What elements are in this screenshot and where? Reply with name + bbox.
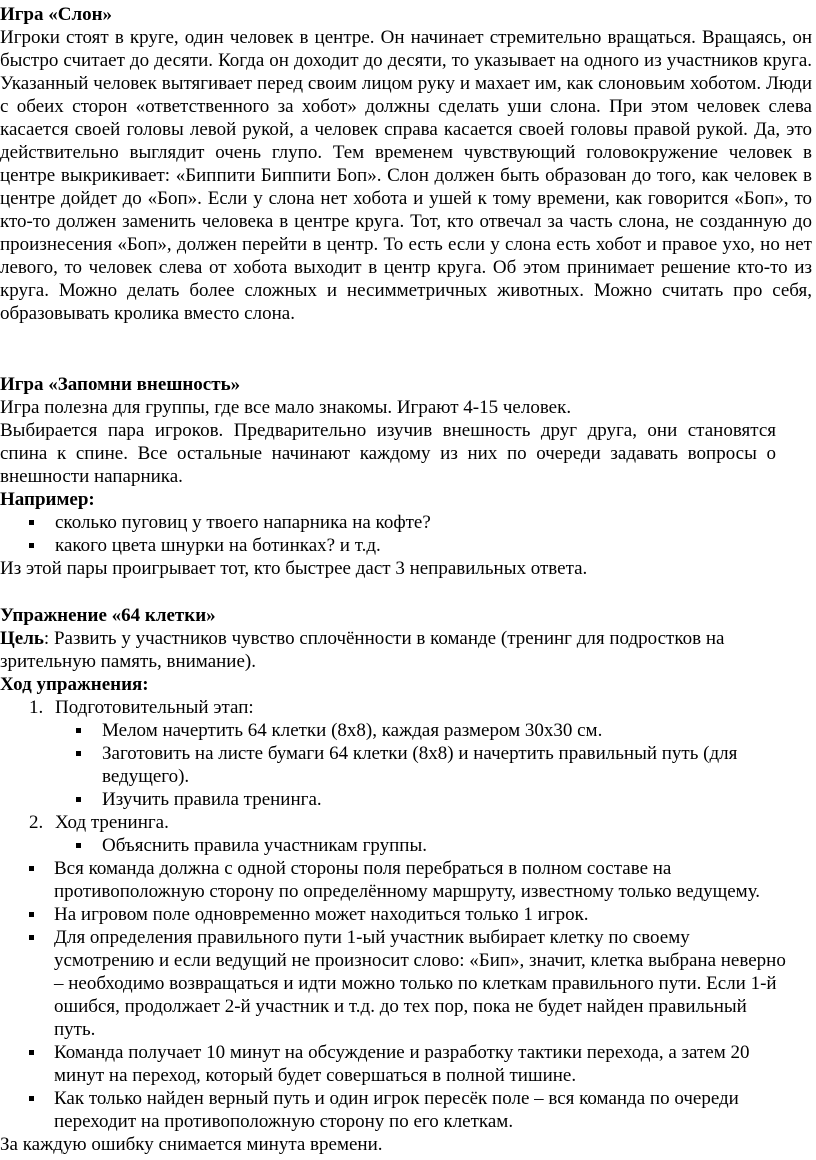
game-appearance-section (0, 373, 816, 580)
exercise-goal (0, 627, 816, 673)
exercise-section (0, 604, 816, 1156)
game-appearance-conclusion: Из этой пары проигрывает тот, кто быстрее даст 3 неправильных ответа. (0, 558, 588, 579)
step-number: 1. (29, 697, 44, 718)
goal-text: : Развить у участников чувство сплочённости в команде (тренинг для подростков на зрительную память, внимание). (0, 628, 725, 672)
rules-list (0, 857, 816, 1133)
list-item: Мелом начертить 64 клетки (8х8), каждая размером 30х30 см. (47, 719, 816, 742)
game-elephant-title: Игра «Слон» (0, 4, 113, 25)
step-label: Подготовительный этап: (55, 697, 254, 718)
game-appearance-title: Игра «Запомни внешность» (0, 374, 241, 395)
step-item (0, 696, 816, 811)
list-item: Для определения правильного пути 1-ый участник выбирает клетку по своему усмотрению и если ведущий не произносит слово: «Бип», значит, клетка выбрана неверно – необходимо возвращаться и идти можно только по клеткам правильного пути. Если 1-й ошибся, продолжает 2-й участник и т.д. до тех пор, пока не будет найден правильный путь. (0, 926, 816, 1041)
example-label: Например: (0, 489, 95, 510)
exercise-title: Упражнение «64 клетки» (0, 605, 216, 626)
course-label: Ход упражнения: (0, 674, 149, 695)
list-item: какого цвета шнурки на ботинках? и т.д. (0, 534, 816, 557)
game-appearance-line1: Игра полезна для группы, где все мало знакомы. Играют 4-15 человек. (0, 397, 572, 418)
goal-label: Цель (0, 628, 44, 649)
list-item: Объяснить правила участникам группы. (47, 834, 816, 857)
game-appearance-line2: Выбирается пара игроков. Предварительно изучив внешность друг друга, они становятся спина к спине. Все остальные начинают каждому из них по очереди задавать вопросы о внешности напарника. (0, 420, 776, 487)
list-item: На игровом поле одновременно может находиться только 1 игрок. (0, 903, 816, 926)
list-item: сколько пуговиц у твоего напарника на кофте? (0, 511, 816, 534)
list-item: Команда получает 10 минут на обсуждение и разработку тактики перехода, а затем 20 минут на переход, который будет совершаться в полной тишине. (0, 1041, 816, 1087)
step-subitems (0, 834, 816, 857)
game-elephant-section (0, 3, 816, 325)
step-number: 2. (29, 812, 44, 833)
steps-list (0, 696, 816, 857)
list-item: Вся команда должна с одной стороны поля перебраться в полном составе на противоположную сторону по определённому маршруту, известному только ведущему. (0, 857, 816, 903)
list-item: Как только найден верный путь и один игрок пересёк поле – вся команда по очереди переходит на противоположную сторону по его клеткам. (0, 1087, 816, 1133)
example-list (0, 511, 816, 557)
step-label: Ход тренинга. (55, 812, 169, 833)
list-item: Заготовить на листе бумаги 64 клетки (8х8) и начертить правильный путь (для ведущего). (47, 742, 816, 788)
game-elephant-text: Игроки стоят в круге, один человек в центре. Он начинает стремительно вращаться. Вращаясь, он быстро считает до десяти. Когда он доходит до десяти, то указывает на одного из участников круга. Указанный человек вытягивает перед своим лицом руку и махает им, как слоновьим хоботом. Люди с обеих сторон «ответственного за хобот» должны сделать уши слона. При этом человек слева касается своей головы левой рукой, а человек справа касается своей головы правой рукой. Да, это действительно выглядит очень глупо. Тем временем чувствующий головокружение человек в центре выкрикивает: «Биппити Биппити Боп». Слон должен быть образован до того, как человек в центре дойдет до «Боп». Если у слона нет хобота и ушей к тому времени, как говорится «Боп», то кто-то должен заменить человека в центре круга. Тот, кто отвечал за часть слона, не созданную до произнесения «Боп», должен перейти в центр. То есть если у слона есть хобот и правое ухо, но нет левого, то человек слева от хобота выходит в центр круга. Об этом принимает решение кто-то из круга. Можно делать более сложных и несимметричных животных. Можно считать про себя, образовывать кролика вместо слона. (0, 27, 812, 324)
penalty-text: За каждую ошибку снимается минута времени. (0, 1134, 383, 1155)
list-item: Изучить правила тренинга. (47, 788, 816, 811)
step-subitems (0, 719, 816, 811)
step-item (0, 811, 816, 857)
